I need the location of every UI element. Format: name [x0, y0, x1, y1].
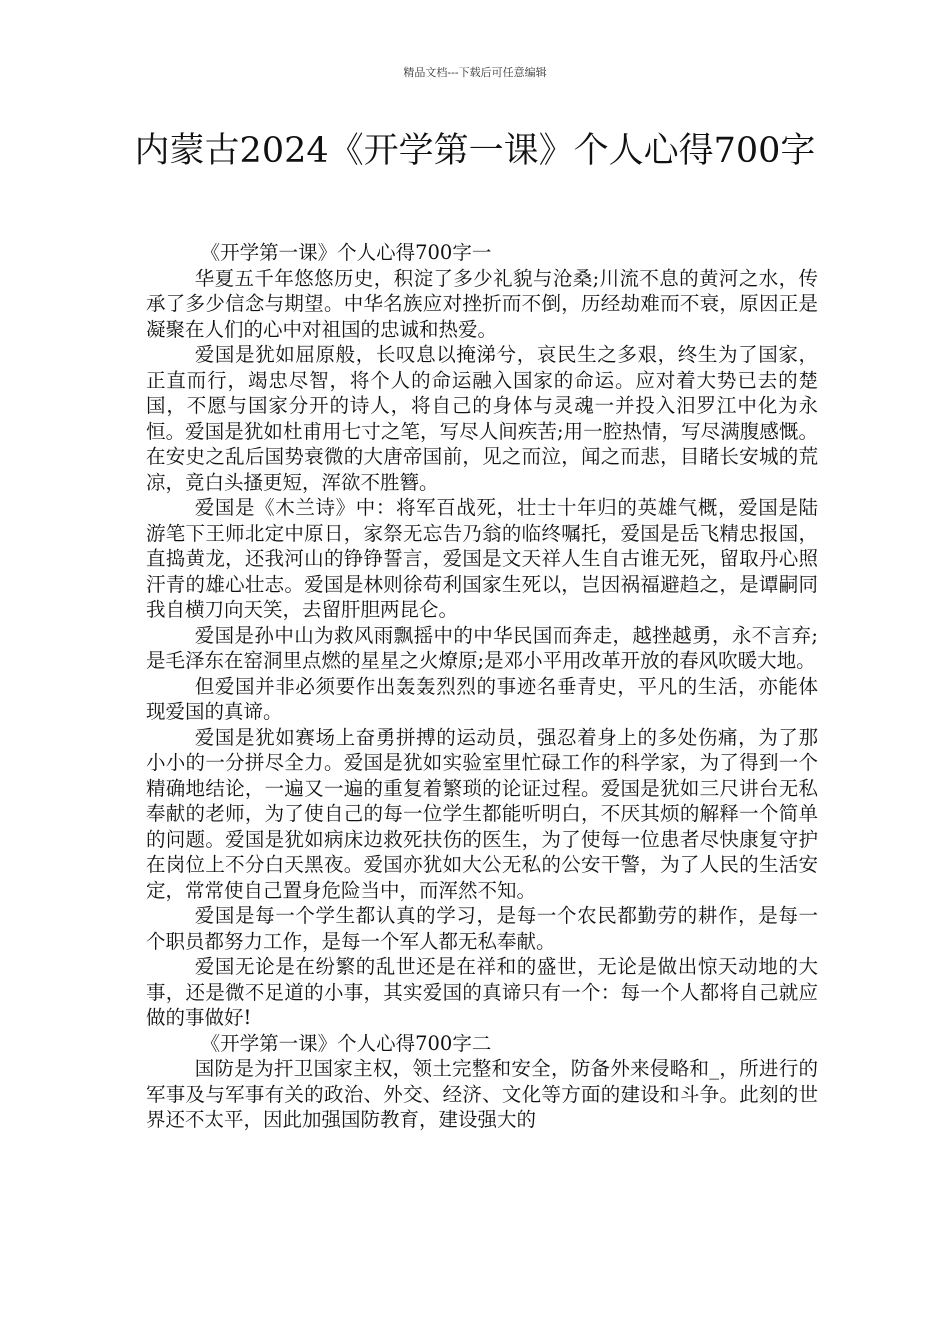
- section-heading-two: 《开学第一课》个人心得700字二: [200, 1031, 492, 1055]
- paragraph: 爱国是《木兰诗》中：将军百战死，壮士十年归的英雄气概，爱国是陆游笔下王师北定中原日，家祭无忘告乃翁的临终嘱托，爱国是岳飞精忠报国，直捣黄龙，还我河山的铮铮誓言，爱国是文天祥人生自古谁无死，留取丹心照汗青的雄心壮志。爱国是林则徐苟利国家生死以，岂因祸福避趋之，是谭嗣同我自横刀向天笑，去留肝胆两昆仑。: [146, 496, 818, 621]
- paragraph: 爱国是每一个学生都认真的学习，是每一个农民都勤劳的耕作，是每一个职员都努力工作，是每一个军人都无私奉献。: [146, 904, 818, 953]
- section-heading-one: 《开学第一课》个人心得700字一: [200, 241, 492, 264]
- paragraph: 爱国无论是在纷繁的乱世还是在祥和的盛世，无论是做出惊天动地的大事，还是微不足道的小事，其实爱国的真谛只有一个：每一个人都将自己就应做的事做好!: [146, 955, 818, 1029]
- document-body: [146, 240, 818, 1133]
- paragraph: 爱国是犹如赛场上奋勇拼搏的运动员，强忍着身上的多处伤痛，为了那小小的一分拼尽全力。爱国是犹如实验室里忙碌工作的科学家，为了得到一个精确地结论，一遍又一遍的重复着繁琐的论证过程。爱国是犹如三尺讲台无私奉献的老师，为了使自己的每一位学生都能听明白，不厌其烦的解释一个简单的问题。爱国是犹如病床边救死扶伤的医生，为了使每一位患者尽快康复守护在岗位上不分白天黑夜。爱国亦犹如大公无私的公安干警，为了人民的生活安定，常常使自己置身危险当中，而浑然不知。: [146, 725, 818, 902]
- paragraph: 爱国是犹如屈原般，长叹息以掩涕兮，哀民生之多艰，终生为了国家，正直而行，竭忠尽智，将个人的命运融入国家的命运。应对着大势已去的楚国，不愿与国家分开的诗人，将自己的身体与灵魂一并投入汨罗江中化为永恒。爱国是犹如杜甫用七寸之笔，写尽人间疾苦;用一腔热情，写尽满腹感慨。在安史之乱后国势衰微的大唐帝国前，见之而泣，闻之而悲，目睹长安城的荒凉，竟白头搔更短，浑欲不胜簪。: [146, 343, 818, 494]
- paragraph: 但爱国并非必须要作出轰轰烈烈的事迹名垂青史，平凡的生活，亦能体现爱国的真谛。: [146, 674, 818, 723]
- paragraph: 国防是为扞卫国家主权，领土完整和安全，防备外来侵略和_，所进行的军事及与军事有关的政治、外交、经济、文化等方面的建设和斗争。此刻的世界还不太平，因此加强国防教育，建设强大的: [146, 1057, 818, 1131]
- paragraph: 华夏五千年悠悠历史，积淀了多少礼貌与沧桑;川流不息的黄河之水，传承了多少信念与期望。中华名族应对挫折而不倒，历经劫难而不衰，原因正是凝聚在人们的心中对祖国的忠诚和热爱。: [146, 266, 818, 341]
- paragraph: 爱国是孙中山为救风雨飘摇中的中华民国而奔走，越挫越勇，永不言弃;是毛泽东在窑洞里点燃的星星之火燎原;是邓小平用改革开放的春风吹暖大地。: [146, 623, 818, 672]
- page-header-note: 精品文档---下载后可任意编辑: [403, 66, 547, 79]
- document-title: 内蒙古2024《开学第一课》个人心得700字: [134, 131, 816, 171]
